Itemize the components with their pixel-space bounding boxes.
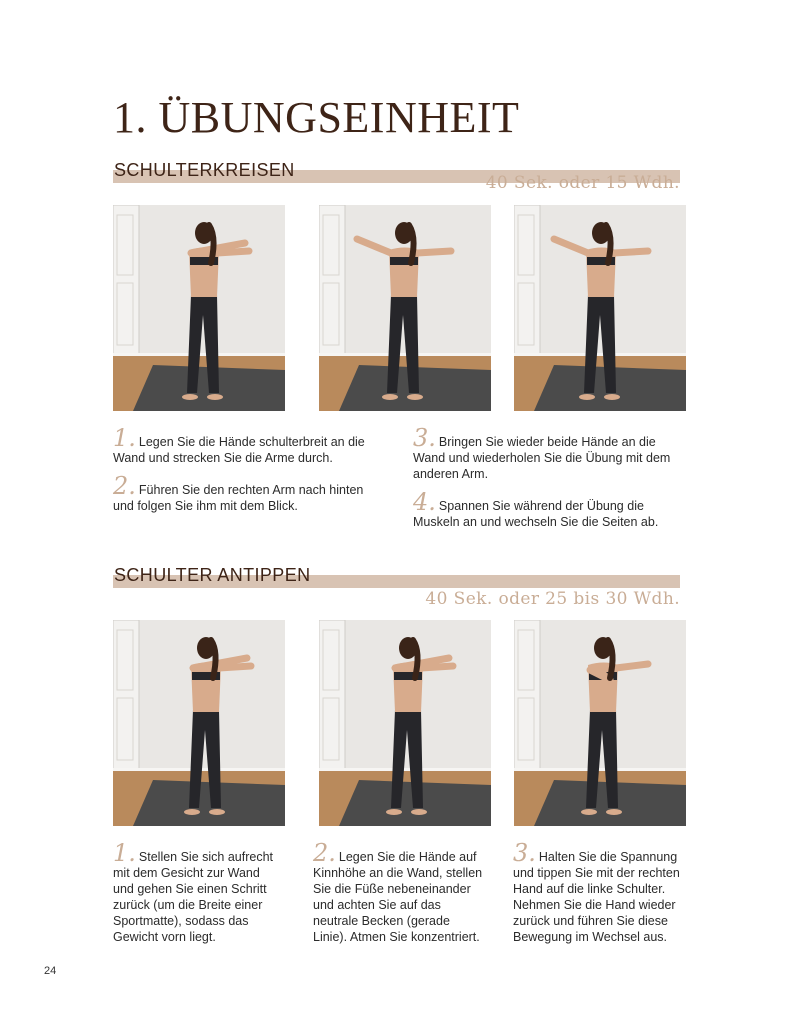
section-heading-label: SCHULTER ANTIPPEN (114, 565, 311, 585)
yoga-mat (133, 780, 285, 826)
step-number: 1. (113, 424, 136, 452)
photo-illustration (319, 205, 491, 411)
page-number: 24 (44, 965, 57, 977)
arm (219, 666, 251, 668)
step-number: 3. (513, 839, 536, 867)
step-number: 2. (113, 472, 136, 500)
baseboard (319, 768, 491, 771)
step-text: Halten Sie die Spannung und tippen Sie mit der rechten Hand auf die linke Schulter. Nehmen Sie die Hand wieder zurück und führen Sie diese Bewegung im Wechsel aus. (513, 850, 680, 944)
foot (579, 394, 595, 400)
foot (411, 809, 427, 815)
foot (382, 394, 398, 400)
foot (209, 809, 225, 815)
step-number: 1. (113, 839, 136, 867)
exercise-photo (113, 205, 285, 411)
foot (606, 809, 622, 815)
baseboard (319, 353, 491, 356)
step-item (413, 488, 680, 530)
page-title: 1. ÜBUNGSEINHEIT (113, 93, 520, 142)
step-item (513, 839, 683, 945)
step-number: 4. (413, 488, 436, 516)
photo-illustration (113, 205, 285, 411)
step-item (113, 839, 278, 945)
step-text: Spannen Sie während der Übung die Muskeln an und wechseln Sie die Seiten ab. (413, 499, 659, 529)
photo-illustration (514, 620, 686, 826)
step-item (113, 472, 375, 514)
step-item (413, 424, 680, 482)
arm (616, 664, 648, 668)
exercise-photo (319, 620, 491, 826)
exercise-photo (514, 205, 686, 411)
section-duration: 40 Sek. oder 15 Wdh. (485, 173, 680, 193)
foot (386, 809, 402, 815)
step-text: Legen Sie die Hände schulterbreit an die Wand und strecken Sie die Arme durch. (113, 435, 365, 465)
step-text: Legen Sie die Hände auf Kinnhöhe an die Wand, stellen Sie die Füße nebeneinander und achten Sie auf das neutrale Becken (gerade Linie). Atmen Sie konzentriert. (313, 850, 483, 944)
baseboard (514, 768, 686, 771)
exercise-photo (514, 620, 686, 826)
step-item (113, 424, 375, 466)
step-text: Stellen Sie sich aufrecht mit dem Gesicht zur Wand und gehen Sie einen Schritt zurück (um die Breite einer Sportmatte), sodass das Gewicht vorn liegt. (113, 850, 274, 944)
photo-illustration (319, 620, 491, 826)
step-text: Bringen Sie wieder beide Hände an die Wand und wiederholen Sie die Übung mit dem anderen Arm. (413, 435, 671, 481)
foot (407, 394, 423, 400)
arm (421, 666, 453, 668)
step-number: 2. (313, 839, 336, 867)
step-text: Führen Sie den rechten Arm nach hinten und folgen Sie ihm mit dem Blick. (113, 483, 364, 513)
foot (207, 394, 223, 400)
arm (417, 251, 451, 253)
section-heading-schulter-antippen (113, 560, 680, 588)
foot (604, 394, 620, 400)
arm (614, 251, 648, 253)
exercise-photo (113, 620, 285, 826)
foot (581, 809, 597, 815)
foot (182, 394, 198, 400)
section-duration: 40 Sek. oder 25 bis 30 Wdh. (425, 589, 680, 609)
photo-illustration (113, 620, 285, 826)
foot (184, 809, 200, 815)
exercise-photo (319, 205, 491, 411)
photo-illustration (514, 205, 686, 411)
step-number: 3. (413, 424, 436, 452)
baseboard (514, 353, 686, 356)
section-heading-label: SCHULTERKREISEN (114, 160, 295, 180)
step-item (313, 839, 483, 945)
arm (217, 251, 249, 253)
